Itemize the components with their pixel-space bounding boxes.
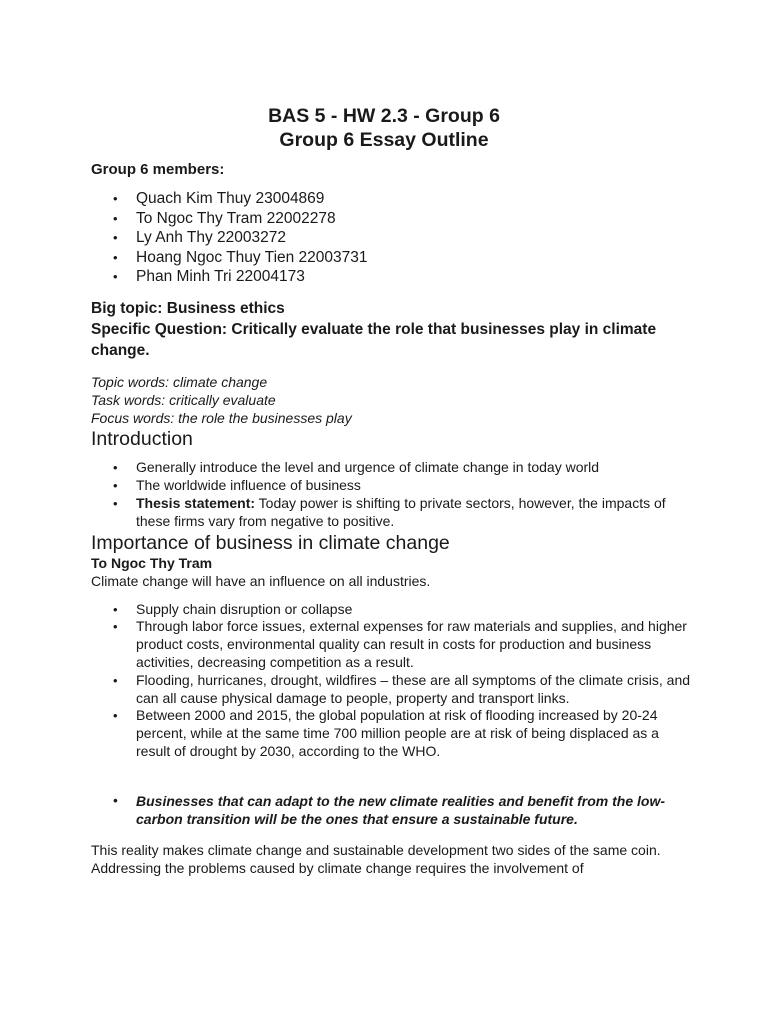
closing-paragraph: This reality makes climate change and sustainable development two sides of the same coin. Addressing the problems caused by climate change requires the involvement of — [91, 841, 661, 876]
keywords-block — [91, 373, 691, 427]
focus-words: Focus words: the role the businesses play — [91, 410, 352, 427]
bullet-icon: • — [113, 792, 118, 808]
bullet-icon: • — [113, 191, 118, 206]
specific-question: Specific Question: Critically evaluate the role that businesses play in climate change. — [91, 320, 657, 359]
members-heading: Group 6 members: — [91, 161, 225, 178]
importance-list — [91, 601, 691, 761]
member-item: • Quach Kim Thuy 23004869 — [113, 190, 325, 207]
title-block — [91, 104, 677, 152]
bullet-icon: • — [113, 619, 118, 635]
bullet-icon: • — [113, 460, 118, 476]
list-item: • Flooding, hurricanes, drought, wildfires – these are all symptoms of the climate crisis, and can all cause physical damage to people, property and transport links. — [113, 671, 691, 706]
topic-words: Topic words: climate change — [91, 374, 268, 391]
importance-intro: Climate change will have an influence on all industries. — [91, 572, 431, 589]
bullet-icon: • — [113, 478, 118, 494]
document-title: BAS 5 - HW 2.3 - Group 6 — [268, 105, 500, 127]
emphasis-item: • Businesses that can adapt to the new climate realities and benefit from the low-carbon transition will be the ones that ensure a sustainable future. — [113, 792, 666, 828]
member-item: • To Ngoc Thy Tram 22002278 — [113, 209, 336, 227]
member-item: • Ly Anh Thy 22003272 — [113, 229, 286, 247]
thesis-item — [91, 495, 691, 531]
list-item: • Supply chain disruption or collapse — [113, 600, 353, 617]
bullet-icon: • — [113, 210, 118, 226]
task-words: Task words: critically evaluate — [91, 392, 276, 409]
introduction-list — [91, 459, 691, 530]
topic-block — [91, 299, 691, 361]
bullet-icon: • — [113, 269, 118, 285]
bullet-icon: • — [113, 249, 118, 265]
members-list — [91, 189, 691, 287]
bullet-icon: • — [113, 708, 118, 724]
bullet-icon: • — [113, 601, 118, 617]
list-item: • Between 2000 and 2015, the global population at risk of flooding increased by 20-24 percent, while at the same time 700 million people are at risk of being displaced as a result of drought by 2030, according to the WHO. — [113, 707, 659, 759]
member-item: • Hoang Ngoc Thuy Tien 22003731 — [113, 248, 368, 266]
thesis-text: Today power is shifting to private sectors, however, the impacts of these firms vary from negative to positive. — [136, 494, 666, 529]
emphasis-list — [91, 792, 691, 829]
section-author: To Ngoc Thy Tram — [91, 554, 213, 571]
bullet-icon: • — [113, 230, 118, 246]
introduction-heading: Introduction — [91, 428, 193, 451]
list-item: • Generally introduce the level and urgence of climate change in today world — [113, 459, 600, 476]
list-item: • Through labor force issues, external expenses for raw materials and supplies, and higher product costs, environmental quality can result in costs for production and business activities, decreasing competition as a result. — [113, 618, 687, 670]
document-subtitle: Group 6 Essay Outline — [279, 129, 489, 151]
bullet-icon: • — [113, 495, 118, 511]
list-item: • The worldwide influence of business — [113, 477, 361, 494]
member-item: • Phan Minh Tri 22004173 — [113, 268, 305, 286]
document-page — [91, 104, 691, 877]
big-topic: Big topic: Business ethics — [91, 299, 285, 317]
bullet-icon: • — [113, 672, 118, 688]
importance-heading: Importance of business in climate change — [91, 531, 450, 554]
thesis-label: Thesis statement: — [136, 494, 256, 511]
